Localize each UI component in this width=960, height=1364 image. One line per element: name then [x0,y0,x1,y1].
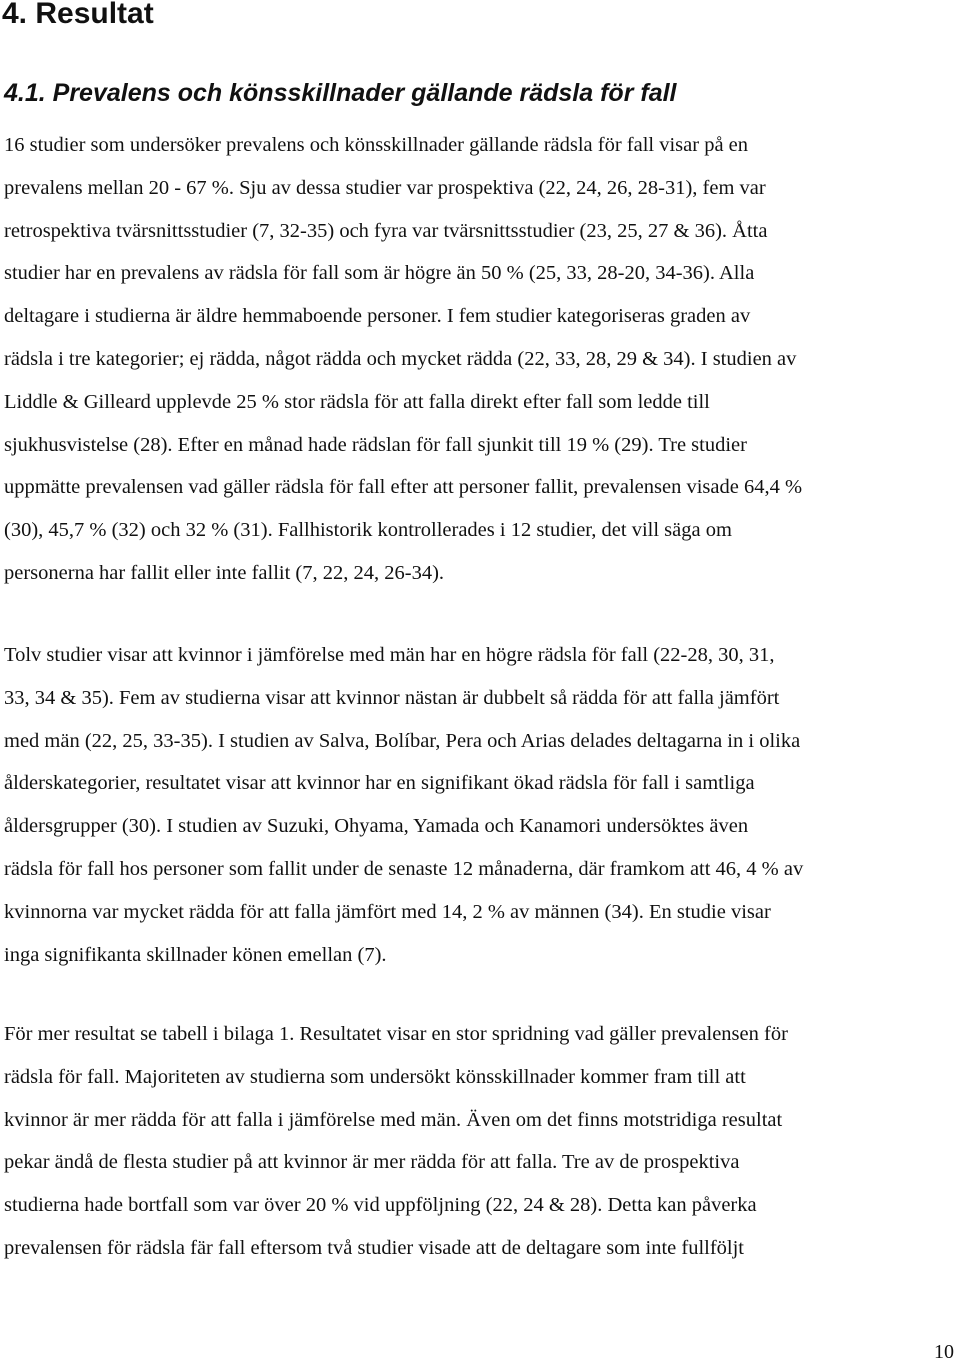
text-line: 16 studier som undersöker prevalens och könsskillnader gällande rädsla för fall visar på en [4,134,749,156]
text-line: ålderskategorier, resultatet visar att kvinnor har en signifikant ökad rädsla för fall i samtliga [4,772,755,795]
text-line: Liddle & Gilleard upplevde 25 % stor rädsla för att falla direkt efter fall som ledde till [4,390,710,413]
page-number: 10 [934,1341,954,1363]
text-line: studierna hade bortfall som var över 20 % vid uppföljning (22, 24 & 28). Detta kan påverka [4,1194,757,1217]
text-line: åldersgrupper (30). I studien av Suzuki, Ohyama, Yamada och Kanamori undersöktes även [4,815,749,838]
paragraph-prevalence [4,124,956,595]
text-line: personerna har fallit eller inte fallit (7, 22, 24, 26-34). [4,561,445,584]
text-line: uppmätte prevalensen vad gäller rädsla för fall efter att personer fallit, prevalensen visade 64,4 % [4,476,803,499]
text-line: prevalensen för rädsla fär fall eftersom två studier visade att de deltagare som inte fullföljt [4,1236,744,1259]
text-line: kvinnor är mer rädda för att falla i jämförelse med män. Även om det finns motstridiga resultat [4,1108,783,1131]
text-line: prevalens mellan 20 - 67 %. Sju av dessa studier var prospektiva (22, 24, 26, 28-31), fem var [4,176,766,199]
text-line: rädsla i tre kategorier; ej rädda, något rädda och mycket rädda (22, 33, 28, 29 & 34). I studien av [4,347,797,370]
text-line: För mer resultat se tabell i bilaga 1. Resultatet visar en stor spridning vad gäller prevalensen för [4,1023,788,1045]
paragraph-gender-differences [4,634,956,976]
text-line: deltagare i studierna är äldre hemmaboende personer. I fem studier kategoriseras graden av [4,305,751,328]
text-line: 33, 34 & 35). Fem av studierna visar att kvinnor nästan är dubbelt så rädda för att falla jämfört [4,686,780,709]
text-line: rädsla för fall hos personer som fallit under de senaste 12 månaderna, där framkom att 46, 4 % av [4,857,804,880]
subsection-heading: 4.1. Prevalens och könsskillnader gällande rädsla för fall [4,79,677,107]
text-line: retrospektiva tvärsnittsstudier (7, 32-35) och fyra var tvärsnittsstudier (23, 25, 27 & 36). Åtta [4,219,768,242]
text-line: kvinnorna var mycket rädda för att falla jämfört med 14, 2 % av männen (34). En studie visar [4,900,771,923]
text-line: sjukhusvistelse (28). Efter en månad hade rädslan för fall sjunkit till 19 % (29). Tre studier [4,433,747,456]
text-line: pekar ändå de flesta studier på att kvinnor är mer rädda för att falla. Tre av de prospektiva [4,1151,740,1174]
text-line: rädsla för fall. Majoriteten av studierna som undersökt könsskillnader kommer fram till att [4,1065,746,1088]
section-heading: 4. Resultat [2,0,154,30]
text-line: med män (22, 25, 33-35). I studien av Salva, Bolíbar, Pera och Arias delades deltagarna in i olika [4,729,801,752]
text-line: inga signifikanta skillnader könen emellan (7). [4,943,387,966]
paragraph-summary [4,1013,956,1270]
text-line: (30), 45,7 % (32) och 32 % (31). Fallhistorik kontrollerades i 12 studier, det vill säga om [4,519,732,542]
text-line: studier har en prevalens av rädsla för fall som är högre än 50 % (25, 33, 28-20, 34-36). Alla [4,262,755,285]
text-line: Tolv studier visar att kvinnor i jämförelse med män har en högre rädsla för fall (22-28, 30, 31, [4,644,775,666]
